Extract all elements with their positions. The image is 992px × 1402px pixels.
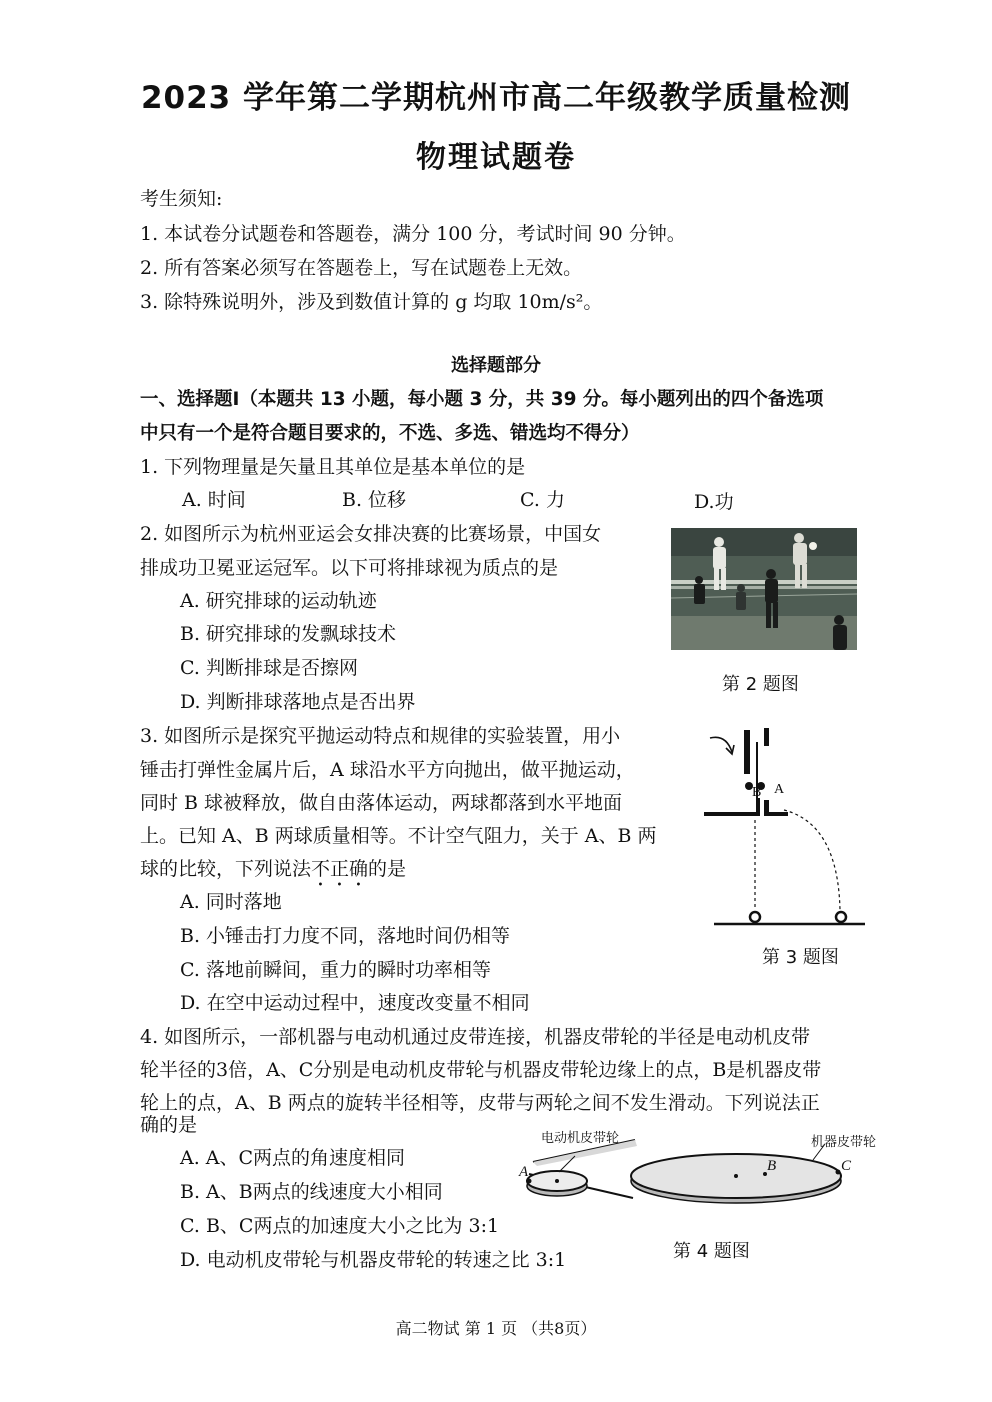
- notice-item: 2. 所有答案必须写在答题卷上，写在试题卷上无效。: [140, 257, 583, 279]
- notice-item: 3. 除特殊说明外，涉及到数值计算的 g 均取 10m/s²。: [140, 291, 603, 313]
- part-instructions-line1: 一、选择题Ⅰ（本题共 13 小题，每小题 3 分，共 39 分。每小题列出的四个备选项: [140, 389, 824, 410]
- q3-stem-emphasis: 不正确: [311, 858, 369, 880]
- notice-heading: 考生须知:: [140, 188, 223, 210]
- pulley-point-c-label: C: [841, 1158, 852, 1174]
- question-3-stem-line2: 锤击打弹性金属片后，A 球沿水平方向抛出，做平抛运动，: [140, 759, 635, 781]
- q4-option-d: D. 电动机皮带轮与机器皮带轮的转速之比 3:1: [180, 1249, 567, 1271]
- q3-option-b: B. 小锤击打力度不同，落地时间仍相等: [180, 925, 511, 947]
- question-3-stem-line4: 上。已知 A、B 两球质量相等。不计空气阻力，关于 A、B 两: [140, 825, 657, 847]
- apparatus-label-b: B: [752, 785, 762, 800]
- pulley-point-b-label: B: [767, 1158, 777, 1174]
- page-footer: 高二物试 第 1 页 （共8页）: [395, 1319, 597, 1338]
- q1-option-b: B. 位移: [342, 489, 407, 511]
- volleyball-match-photo: [671, 528, 857, 650]
- figure-4-caption: 第 4 题图: [673, 1241, 750, 1262]
- projectile-apparatus-figure: [700, 726, 870, 936]
- question-3-stem-line3: 同时 B 球被释放，做自由落体运动，两球都落到水平地面: [140, 792, 623, 814]
- q3-option-a: A. 同时落地: [180, 891, 282, 913]
- part-instructions-line2: 中只有一个是符合题目要求的，不选、多选、错选均不得分）: [140, 423, 640, 444]
- pulley-point-a-label: A: [519, 1164, 529, 1180]
- exam-title: 2023 学年第二学期杭州市高二年级教学质量检测: [140, 80, 852, 116]
- question-3-stem-line5: [140, 857, 406, 891]
- figure-2-caption: 第 2 题图: [722, 674, 799, 695]
- q4-option-a: A. A、C两点的角速度相同: [180, 1147, 406, 1169]
- q4-option-b: B. A、B两点的线速度大小相同: [180, 1181, 443, 1203]
- q2-option-a: A. 研究排球的运动轨迹: [180, 590, 377, 612]
- question-3-stem-line1: 3. 如图所示是探究平抛运动特点和规律的实验装置，用小: [140, 725, 621, 747]
- apparatus-label-a: A: [774, 782, 785, 797]
- q1-option-d: D.功: [694, 491, 734, 513]
- q3-option-c: C. 落地前瞬间，重力的瞬时功率相等: [180, 959, 491, 981]
- q4-option-c: C. B、C两点的加速度大小之比为 3:1: [180, 1215, 500, 1237]
- question-2-stem-line1: 2. 如图所示为杭州亚运会女排决赛的比赛场景，中国女: [140, 523, 602, 545]
- q2-option-b: B. 研究排球的发飘球技术: [180, 623, 397, 645]
- q1-option-c: C. 力: [520, 489, 565, 511]
- question-4-stem-line2: 轮半径的3倍，A、C分别是电动机皮带轮与机器皮带轮边缘上的点，B是机器皮带: [140, 1059, 822, 1081]
- question-1-stem: 1. 下列物理量是矢量且其单位是基本单位的是: [140, 456, 526, 478]
- question-4-stem-line1: 4. 如图所示，一部机器与电动机通过皮带连接，机器皮带轮的半径是电动机皮带: [140, 1026, 811, 1048]
- q2-option-c: C. 判断排球是否擦网: [180, 657, 358, 679]
- figure-3-caption: 第 3 题图: [762, 947, 839, 968]
- machine-pulley-label: 机器皮带轮: [811, 1135, 877, 1150]
- question-2-stem-line2: 排成功卫冕亚运冠军。以下可将排球视为质点的是: [140, 557, 559, 579]
- q3-stem-suffix: 的是: [368, 858, 407, 880]
- q3-stem-prefix: 球的比较，下列说法: [140, 858, 312, 880]
- q2-option-d: D. 判断排球落地点是否出界: [180, 691, 416, 713]
- q1-option-a: A. 时间: [182, 489, 246, 511]
- q3-option-d: D. 在空中运动过程中，速度改变量不相同: [180, 992, 530, 1014]
- question-4-stem-line3: 轮上的点，A、B 两点的旋转半径相等，皮带与两轮之间不发生滑动。下列说法正: [140, 1092, 820, 1114]
- belt-pulley-figure: [515, 1126, 885, 1230]
- exam-subtitle: 物理试题卷: [416, 140, 576, 175]
- motor-pulley-label: 电动机皮带轮: [541, 1131, 620, 1146]
- notice-item: 1. 本试卷分试题卷和答题卷，满分 100 分，考试时间 90 分钟。: [140, 223, 686, 245]
- section-title: 选择题部分: [451, 355, 541, 376]
- question-4-stem-line4: 确的是: [140, 1114, 198, 1136]
